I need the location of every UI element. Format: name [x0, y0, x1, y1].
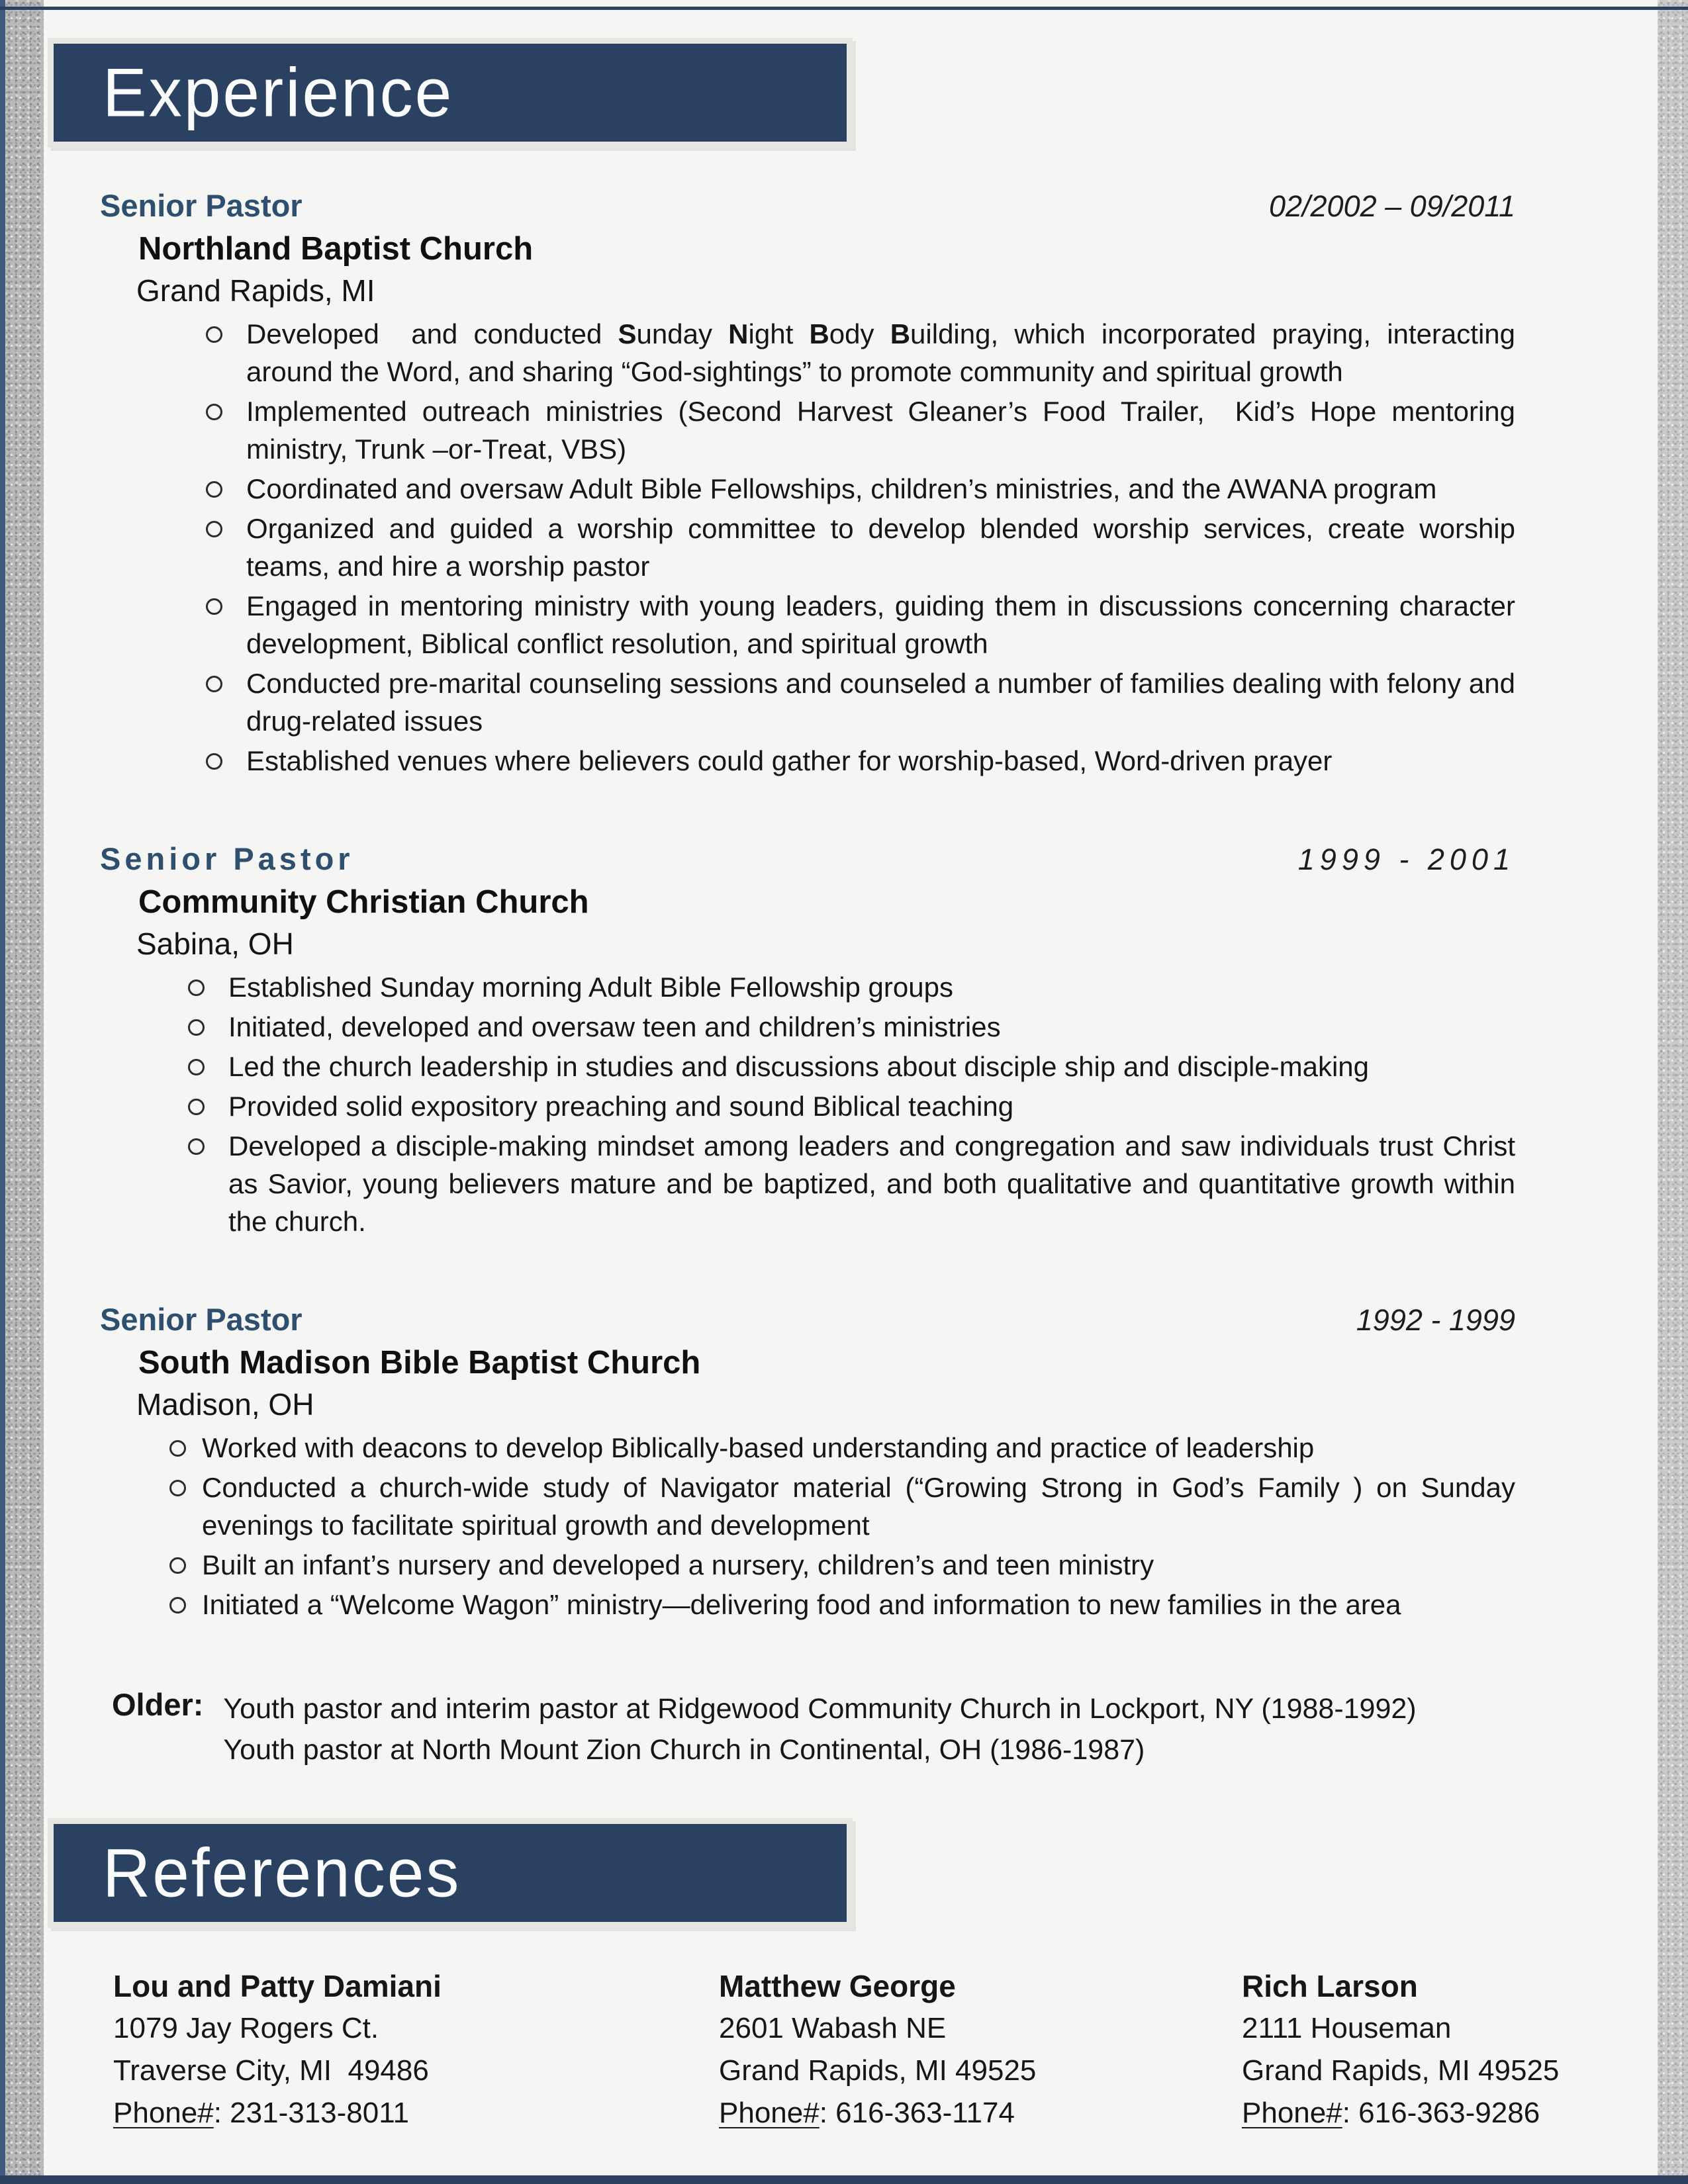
bullet-marker [188, 1059, 205, 1075]
bullet-item [206, 315, 1523, 390]
bullet-text: Coordinated and oversaw Adult Bible Fellowships, children’s ministries, and the AWANA program [246, 473, 1437, 504]
bullet-marker [169, 1480, 186, 1496]
job-bullets [100, 968, 1523, 1240]
reference-entry [113, 1965, 719, 2134]
bullet-text: Engaged in mentoring ministry with young leaders, guiding them in discussions concerning character development, Biblical conflict resolution, and spiritual growth [246, 590, 1523, 659]
bullet-marker [188, 1138, 205, 1155]
bullet-item [206, 510, 1523, 585]
phone-number: 231-313-8011 [230, 2097, 409, 2129]
bullet-marker [188, 1019, 205, 1036]
bullet-text: Established venues where believers could gather for worship-based, Word-driven prayer [246, 745, 1333, 776]
bullet-item [188, 1087, 1515, 1125]
job-dates: 1992 - 1999 [1356, 1303, 1515, 1337]
job-company: South Madison Bible Baptist Church [138, 1345, 701, 1381]
job-dates: 02/2002 – 09/2011 [1268, 189, 1515, 223]
bullet-text: Initiated a “Welcome Wagon” ministry—delivering food and information to new families in the area [202, 1589, 1401, 1620]
bullet-item [206, 664, 1523, 740]
bullet-marker [169, 1557, 186, 1574]
job-title: Senior Pastor [100, 188, 303, 223]
bullet-item [169, 1469, 1523, 1544]
jobs-list [100, 187, 1523, 1623]
reference-address2: Traverse City, MI 49486 [113, 2054, 429, 2087]
job-entry [100, 1301, 1523, 1623]
reference-name: Matthew George [719, 1969, 956, 2003]
reference-phone [113, 2092, 719, 2134]
references-header-title: References [103, 1834, 461, 1912]
bullet-text: Conducted pre-marital counseling sessions and counseled a number of families dealing with felony and drug-related issues [246, 668, 1523, 737]
experience-header-bar [48, 38, 853, 148]
job-location: Madison, OH [136, 1387, 314, 1422]
bullet-marker [206, 676, 222, 692]
bullet-item [188, 968, 1515, 1006]
bullet-marker [206, 753, 222, 770]
bullet-marker [206, 521, 222, 537]
reference-phone [719, 2092, 1242, 2134]
bullet-marker [206, 404, 222, 420]
bottom-navy-rule [0, 2175, 1688, 2184]
bullet-text: Implemented outreach ministries (Second Harvest Gleaner’s Food Trailer, Kid’s Hope mentoring ministry, Trunk –or-Treat, VBS) [246, 396, 1523, 465]
page-background [44, 0, 1658, 2176]
bullet-text: Provided solid expository preaching and sound Biblical teaching [228, 1091, 1014, 1122]
bullet-text: Established Sunday morning Adult Bible Fellowship groups [228, 972, 953, 1003]
bullet-text: Organized and guided a worship committee to develop blended worship services, create worship teams, and hire a worship pastor [246, 513, 1523, 582]
job-location: Grand Rapids, MI [136, 273, 375, 308]
older-label: Older: [112, 1687, 204, 1722]
bullet-text: Led the church leadership in studies and discussions about disciple ship and disciple-making [228, 1051, 1370, 1082]
reference-address1: 2111 Houseman [1242, 2012, 1452, 2044]
phone-colon: : [819, 2097, 827, 2129]
job-bullets [100, 1429, 1523, 1623]
job-entry [100, 841, 1523, 1240]
top-navy-rule [0, 7, 1688, 10]
bullet-text: Developed a disciple-making mindset among leaders and congregation and saw individuals trust Christ as Savior, young believers mature and be baptized, and both qualitative and quantitative growth within the church. [228, 1130, 1523, 1237]
bullet-text: Worked with deacons to develop Biblically-based understanding and practice of leadership [202, 1432, 1315, 1463]
right-texture-border [1658, 0, 1688, 2184]
job-company: Northland Baptist Church [138, 231, 534, 267]
older-line: Youth pastor and interim pastor at Ridgewood Community Church in Lockport, NY (1988-1992) [223, 1693, 1417, 1725]
job-title: Senior Pastor [100, 841, 354, 876]
job-company: Community Christian Church [138, 884, 589, 920]
job-entry [100, 187, 1523, 780]
job-dates: 1999 - 2001 [1297, 842, 1515, 876]
reference-address1: 1079 Jay Rogers Ct. [113, 2012, 379, 2044]
experience-header-title: Experience [103, 54, 454, 132]
bullet-item [206, 470, 1515, 508]
bullet-marker [188, 979, 205, 996]
reference-address1: 2601 Wabash NE [719, 2012, 947, 2044]
bullet-item [169, 1586, 1515, 1623]
phone-label: Phone# [719, 2097, 820, 2129]
bullet-marker [206, 481, 222, 498]
reference-entry [1242, 1965, 1559, 2134]
phone-colon: : [1342, 2097, 1350, 2129]
bullet-text: Developed and conducted Sunday Night Body Building, which incorporated praying, interacting around the Word, and sharing “God-sightings” to promote community and spiritual growth [246, 318, 1523, 387]
phone-number: 616-363-1174 [835, 2097, 1015, 2129]
reference-phone [1242, 2092, 1559, 2134]
phone-number: 616-363-9286 [1358, 2097, 1540, 2129]
bullet-text: Built an infant’s nursery and developed a nursery, children’s and teen ministry [202, 1549, 1154, 1580]
references-list [44, 1965, 1658, 2134]
older-line: Youth pastor at North Mount Zion Church in Continental, OH (1986-1987) [223, 1734, 1145, 1766]
bullet-item [169, 1546, 1515, 1584]
left-texture-border [5, 0, 44, 2184]
bullet-text: Initiated, developed and oversaw teen and children’s ministries [228, 1011, 1001, 1042]
reference-entry [719, 1965, 1242, 2134]
phone-label: Phone# [113, 2097, 214, 2129]
bullet-item [206, 587, 1523, 662]
phone-label: Phone# [1242, 2097, 1342, 2129]
bullet-marker [169, 1597, 186, 1614]
bullet-item [206, 742, 1515, 780]
bullet-item [188, 1127, 1523, 1240]
job-title: Senior Pastor [100, 1302, 303, 1337]
reference-address2: Grand Rapids, MI 49525 [1242, 2054, 1560, 2087]
bullet-text: Conducted a church-wide study of Navigator material (“Growing Strong in God’s Family ) on Sunday evenings to facilitate spiritual growth and development [202, 1472, 1523, 1541]
reference-name: Rich Larson [1242, 1969, 1418, 2003]
bullet-marker [206, 326, 222, 343]
bullet-marker [206, 598, 222, 615]
bullet-item [169, 1429, 1515, 1467]
references-header-bar [48, 1818, 853, 1928]
job-bullets [100, 315, 1523, 780]
older-lines [223, 1686, 1416, 1770]
bullet-marker [169, 1440, 186, 1457]
bullet-marker [188, 1099, 205, 1115]
reference-name: Lou and Patty Damiani [113, 1969, 442, 2003]
bullet-item [188, 1008, 1515, 1046]
phone-colon: : [213, 2097, 222, 2129]
left-navy-edge [0, 0, 5, 2184]
reference-address2: Grand Rapids, MI 49525 [719, 2054, 1037, 2087]
bullet-item [206, 392, 1523, 468]
job-location: Sabina, OH [136, 927, 294, 961]
bullet-item [188, 1048, 1515, 1085]
older-entry [100, 1686, 1515, 1770]
